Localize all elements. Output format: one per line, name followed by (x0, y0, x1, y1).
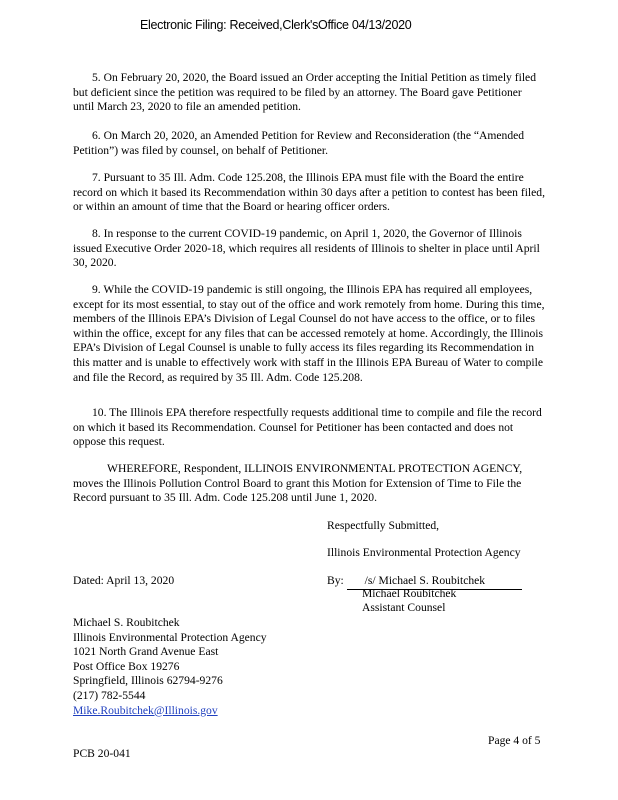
paragraph-7: 7. Pursuant to 35 Ill. Adm. Code 125.208, the Illinois EPA must file with the Board the entire record on which it based its Recommendation within 30 days after a petition to contest has been filed, or within an amount of time that the Board or hearing officer orders. (73, 171, 545, 214)
dated-line: Dated: April 13, 2020 (73, 574, 175, 587)
electronic-filing-header: Electronic Filing: Received,Clerk'sOffice 04/13/2020 (140, 18, 412, 32)
paragraph-10: 10. The Illinois EPA therefore respectfully requests additional time to compile and file the record on which it based its Recommendation. Counsel for Petitioner has been contacted and does not oppose this request. (73, 406, 542, 449)
paragraph-8: 8. In response to the current COVID-19 pandemic, on April 1, 2020, the Governor of Illinois issued Executive Order 2020-18, which requires all residents of Illinois to shelter in place until April 30, 2020. (73, 227, 540, 270)
paragraph-9: 9. While the COVID-19 pandemic is still ongoing, the Illinois EPA has required all employees, except for its most essential, to stay out of the office and work remotely from home. During this time, members of the Illinois EPA’s Division of Legal Counsel do not have access to the office, or to files within the office, except for any files that can be accessed remotely at home. Accordingly, the Illinois EPA’s Division of Legal Counsel is unable to fully access its files regarding its Recommendation in this matter and is unable to effectively work with staff in the Illinois EPA Bureau of Water to compile and file the Record, as required by 35 Ill. Adm. Code 125.208. (73, 283, 545, 384)
electronic-signature: /s/ Michael S. Roubitchek (364, 574, 486, 587)
case-number: PCB 20-041 (73, 747, 131, 760)
signature-agency: Illinois Environmental Protection Agency (327, 546, 521, 559)
contact-city: Springfield, Illinois 62794-9276 (73, 674, 223, 688)
closing-text: Respectfully Submitted, (327, 519, 440, 532)
paragraph-5: 5. On February 20, 2020, the Board issued an Order accepting the Initial Petition as timely filed but deficient since the petition was required to be filed by an attorney. The Board gave Petitioner until March 23, 2020 to file an amended petition. (73, 71, 536, 114)
contact-agency: Illinois Environmental Protection Agency (73, 630, 267, 644)
contact-street: 1021 North Grand Avenue East (73, 645, 219, 659)
signer-title: Assistant Counsel (362, 601, 446, 614)
by-label: By: (327, 574, 344, 587)
signer-name: Michael Roubitchek (362, 587, 457, 600)
contact-email-link[interactable]: Mike.Roubitchek@Illinois.gov (73, 703, 218, 717)
wherefore-paragraph: WHEREFORE, Respondent, ILLINOIS ENVIRONMENTAL PROTECTION AGENCY, moves the Illinois Pollution Control Board to grant this Motion for Extension of Time to File the Record pursuant to 35 Ill. Adm. Code 125.208 until June 1, 2020. (73, 462, 523, 505)
contact-name: Michael S. Roubitchek (73, 616, 180, 629)
paragraph-6: 6. On March 20, 2020, an Amended Petition for Review and Reconsideration (the “Amended Petition”) was filed by counsel, on behalf of Petitioner. (73, 129, 525, 157)
contact-block (73, 616, 267, 718)
contact-pobox: Post Office Box 19276 (73, 659, 180, 673)
contact-phone: (217) 782-5544 (73, 688, 146, 702)
page-number: Page 4 of 5 (488, 734, 541, 747)
